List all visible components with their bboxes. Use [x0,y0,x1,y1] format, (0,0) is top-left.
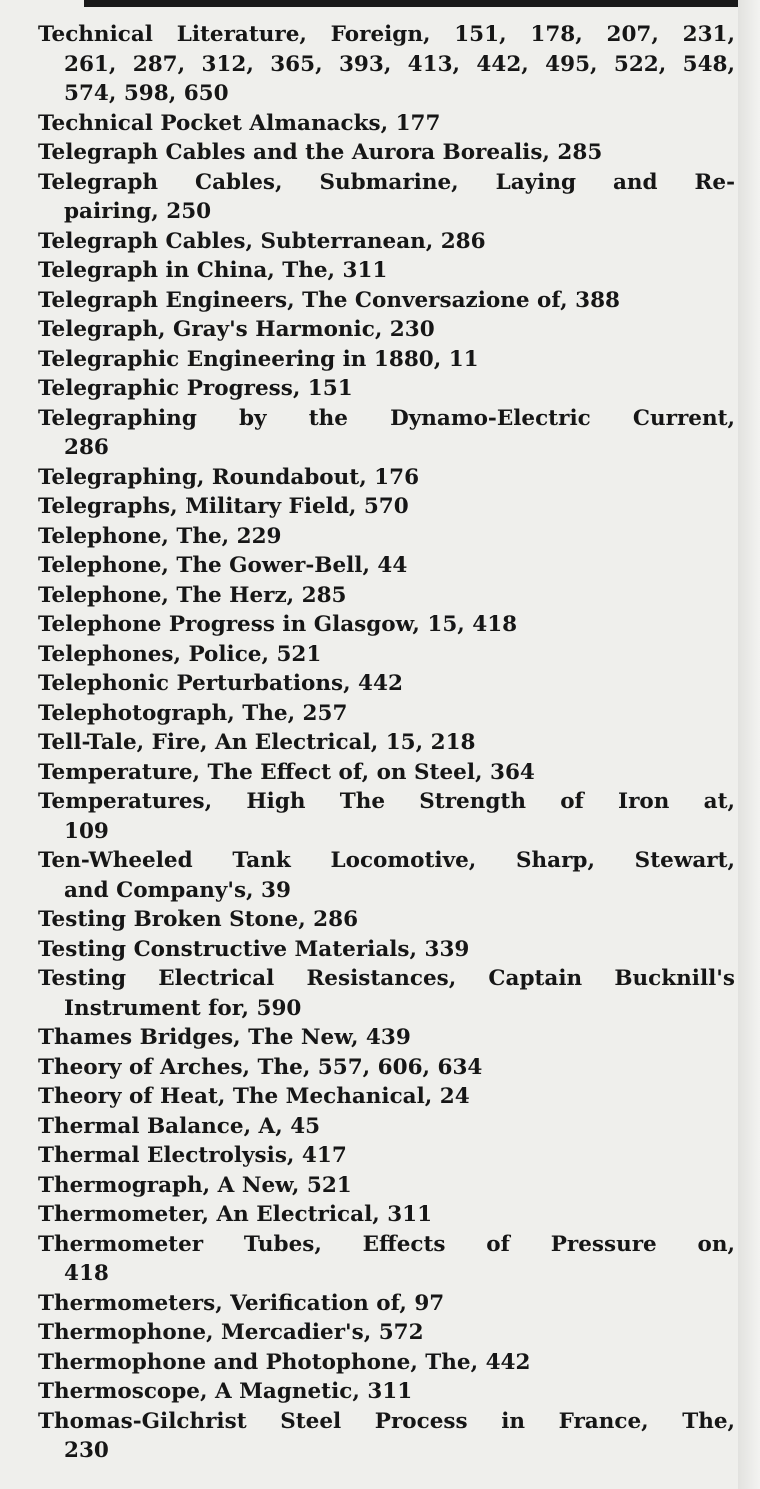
index-entry [38,404,735,463]
entry-heading-line: Telegraph Cables, Subterranean, 286 [38,228,486,254]
entry-continuation-line: 230 [64,1438,109,1463]
entry-heading-line: Thermal Electrolysis, 417 [38,1143,347,1168]
index-entry [38,1023,735,1053]
entry-heading-line: Telephonic Perturbations, 442 [38,671,403,696]
entry-continuation-line: 574, 598, 650 [64,81,229,106]
entry-continuation-line: Instrument for, 590 [64,995,302,1021]
index-entry [38,758,735,788]
entry-heading-line: Telephones, Police, 521 [38,641,322,667]
entry-heading-line: Telephone, The Herz, 285 [38,582,347,608]
index-entry [38,256,735,286]
index-entry [38,935,735,965]
entry-heading-line: Ten-Wheeled Tank Locomotive, Sharp, Stewart, [38,848,735,873]
index-entry [38,1318,735,1348]
index-entry [38,1171,735,1201]
entry-heading-line: Thermoscope, A Magnetic, 311 [38,1379,413,1404]
index-entry [38,315,735,345]
index-entry [38,905,735,935]
index-entry [38,286,735,316]
index-entry [38,227,735,257]
index-entry [38,1112,735,1142]
index-entry [38,109,735,139]
entry-heading-line: Technical Literature, Foreign, 151, 178, 207, 231, [38,22,735,47]
entry-heading-line: Theory of Arches, The, 557, 606, 634 [38,1054,483,1080]
entry-heading-line: Telegraph Cables and the Aurora Borealis, 285 [38,140,603,165]
entry-continuation-line: 261, 287, 312, 365, 393, 413, 442, 495, 522, 548, [64,51,735,77]
entry-heading-line: Telephone, The Gower-Bell, 44 [38,553,408,578]
entry-heading-line: Telephone, The, 229 [38,523,282,549]
entry-heading-line: Thermometers, Verification of, 97 [38,1290,445,1316]
entry-heading-line: Thermometer, An Electrical, 311 [38,1202,433,1227]
index-entry [38,787,735,846]
entry-heading-line: Telephone Progress in Glasgow, 15, 418 [38,612,518,637]
entry-heading-line: Thames Bridges, The New, 439 [38,1025,411,1050]
index-entry [38,1377,735,1407]
entry-heading-line: Technical Pocket Almanacks, 177 [38,110,441,136]
index-entry [38,138,735,168]
entry-continuation-line: 286 [64,435,109,460]
entry-continuation-line: 109 [64,818,109,844]
page-edge [738,0,760,1489]
entry-heading-line: Thomas-Gilchrist Steel Process in France, The, [38,1408,735,1434]
index-entry [38,492,735,522]
index-entry [38,728,735,758]
index-entry [38,168,735,227]
entry-heading-line: Temperature, The Effect of, on Steel, 364 [38,759,535,785]
entry-heading-line: Thermometer Tubes, Effects of Pressure on, [38,1231,735,1257]
index-entry [38,581,735,611]
entry-heading-line: Telegraphic Engineering in 1880, 11 [38,346,479,372]
entry-heading-line: Telegraphic Progress, 151 [38,376,353,401]
index-entry [38,522,735,552]
entry-heading-line: Testing Electrical Resistances, Captain Bucknill's [38,966,735,991]
entry-heading-line: Telegraph Cables, Submarine, Laying and Re- [38,169,735,195]
index-entry [38,374,735,404]
entry-heading-line: Telegraphing by the Dynamo-Electric Current, [38,405,735,431]
index-entry [38,1053,735,1083]
index-entry [38,20,735,109]
index-entry [38,699,735,729]
index-entry [38,1141,735,1171]
entry-heading-line: Telephotograph, The, 257 [38,700,348,726]
index-entry [38,1407,735,1466]
entry-heading-line: Testing Constructive Materials, 339 [38,936,470,962]
entry-heading-line: Telegraph, Gray's Harmonic, 230 [38,317,435,342]
entry-continuation-line: 418 [64,1261,109,1286]
entry-continuation-line: and Company's, 39 [64,877,291,903]
index-entry [38,345,735,375]
index-entry [38,463,735,493]
index-entry [38,610,735,640]
entry-heading-line: Telegraphs, Military Field, 570 [38,494,409,519]
index-column [38,20,735,1466]
entry-continuation-line: pairing, 250 [64,199,212,224]
entry-heading-line: Thermophone, Mercadier's, 572 [38,1320,424,1345]
index-entry [38,640,735,670]
entry-heading-line: Telegraph in China, The, 311 [38,258,388,283]
entry-heading-line: Tell-Tale, Fire, An Electrical, 15, 218 [38,730,476,755]
index-entry [38,1289,735,1319]
entry-heading-line: Thermograph, A New, 521 [38,1172,352,1198]
index-entry [38,846,735,905]
index-entry [38,1200,735,1230]
index-entry [38,1230,735,1289]
index-entry [38,964,735,1023]
index-entry [38,1082,735,1112]
header-rule [84,0,740,7]
entry-heading-line: Testing Broken Stone, 286 [38,907,359,932]
entry-heading-line: Telegraphing, Roundabout, 176 [38,464,420,490]
index-entry [38,551,735,581]
entry-heading-line: Temperatures, High The Strength of Iron at, [38,789,735,814]
entry-heading-line: Theory of Heat, The Mechanical, 24 [38,1084,470,1109]
index-entry [38,669,735,699]
entry-heading-line: Thermal Balance, A, 45 [38,1113,321,1139]
entry-heading-line: Thermophone and Photophone, The, 442 [38,1349,531,1375]
index-entry [38,1348,735,1378]
entry-heading-line: Telegraph Engineers, The Conversazione of, 388 [38,287,621,313]
